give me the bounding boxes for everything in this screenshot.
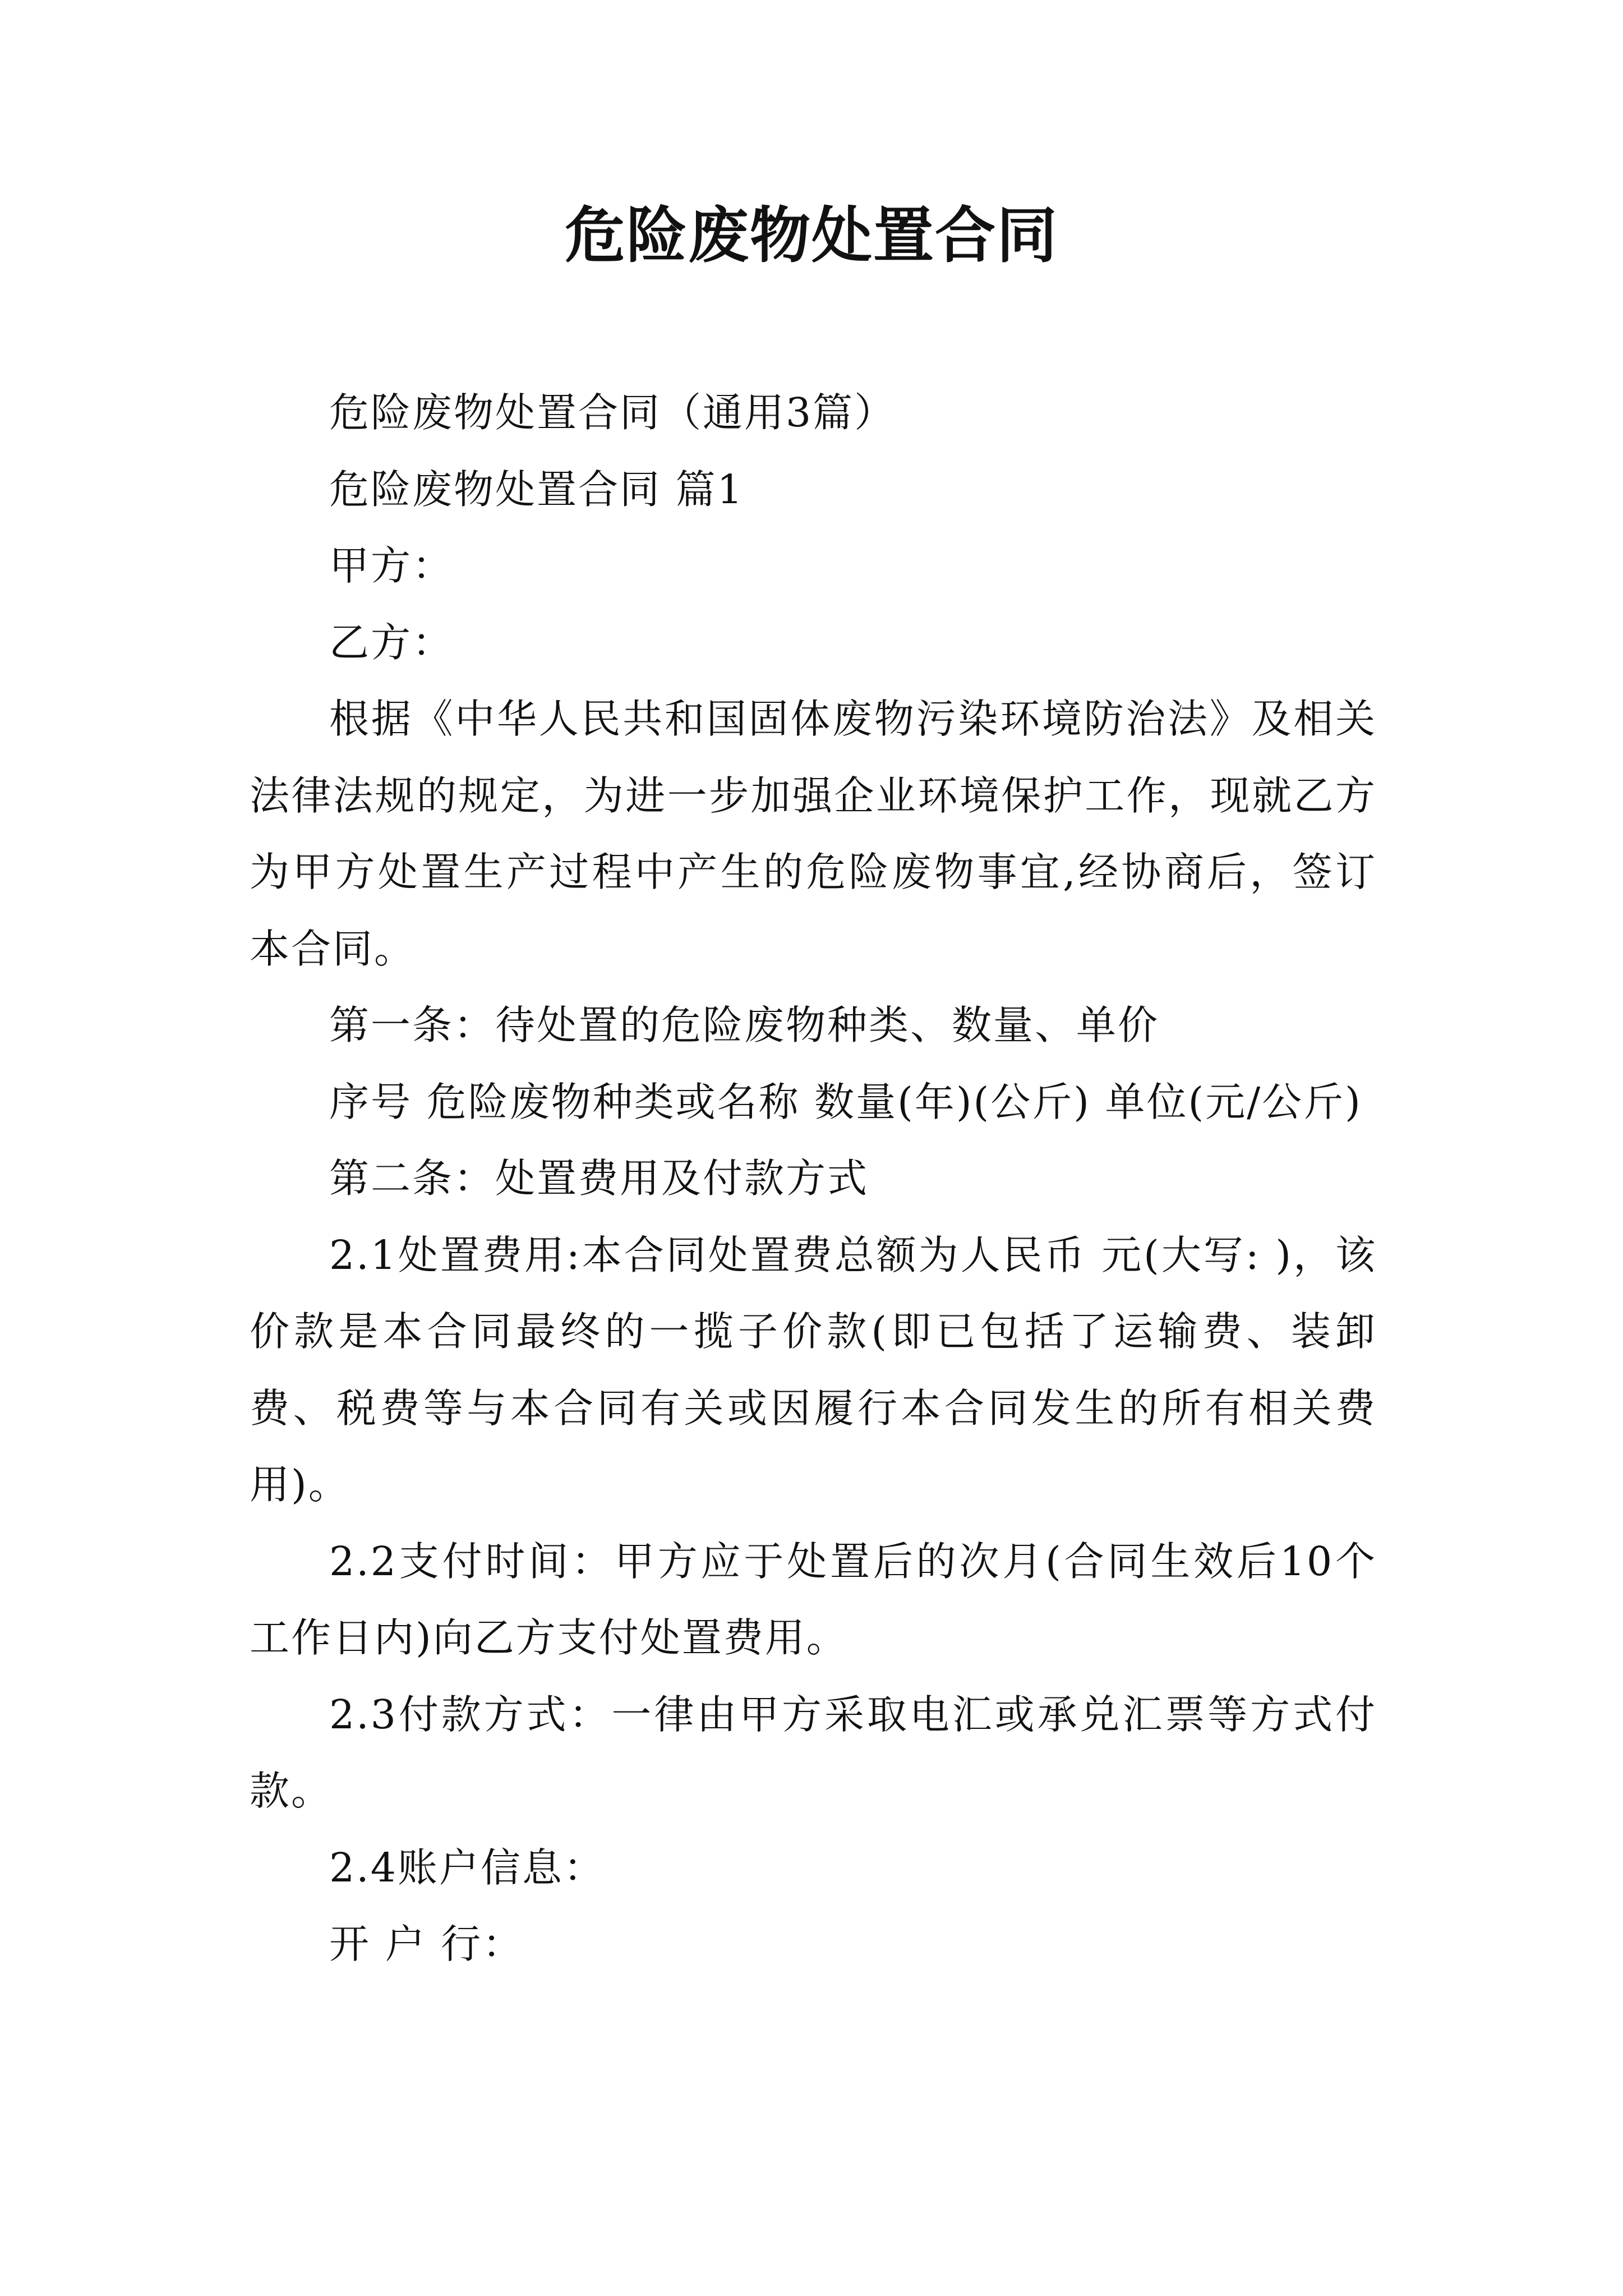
paragraph-bank: 开 户 行： [329, 1921, 524, 1967]
paragraph-article-2: 第二条：处置费用及付款方式 [329, 1155, 869, 1202]
paragraph-table-header: 序号 危险废物种类或名称 数量(年)(公斤) 单位(元/公斤) [329, 1078, 1362, 1125]
paragraph-clause-2-3: 2.3付款方式：一律由甲方采取电汇或承兑汇票等方式付款。 [250, 1691, 1377, 1814]
paragraph-party-b: 乙方： [329, 619, 454, 666]
paragraph-subtitle: 危险废物处置合同（通用3篇） [329, 389, 896, 436]
paragraph-clause-2-1: 2.1处置费用:本合同处置费总额为人民币 元(大写: )，该价款是本合同最终的一揽子价款(即已包括了运输费、装卸费、税费等与本合同有关或因履行本合同发生的所有相关费用)。 [250, 1231, 1377, 1508]
paragraph-clause-2-2: 2.2支付时间：甲方应于处置后的次月(合同生效后10个工作日内)向乙方支付处置费用。 [250, 1538, 1377, 1661]
paragraph-clause-2-4: 2.4账户信息： [329, 1844, 605, 1891]
document-title: 危险废物处置合同 [564, 200, 1058, 271]
paragraph-preamble: 根据《中华人民共和国固体废物污染环境防治法》及相关法律法规的规定，为进一步加强企业环境保护工作，现就乙方为甲方处置生产过程中产生的危险废物事宜,经协商后，签订本合同。 [250, 696, 1377, 972]
document-body [250, 375, 1377, 1983]
paragraph-party-a: 甲方： [329, 542, 454, 589]
paragraph-part-heading: 危险废物处置合同 篇1 [329, 466, 744, 513]
paragraph-article-1: 第一条：待处置的危险废物种类、数量、单价 [329, 1002, 1160, 1048]
